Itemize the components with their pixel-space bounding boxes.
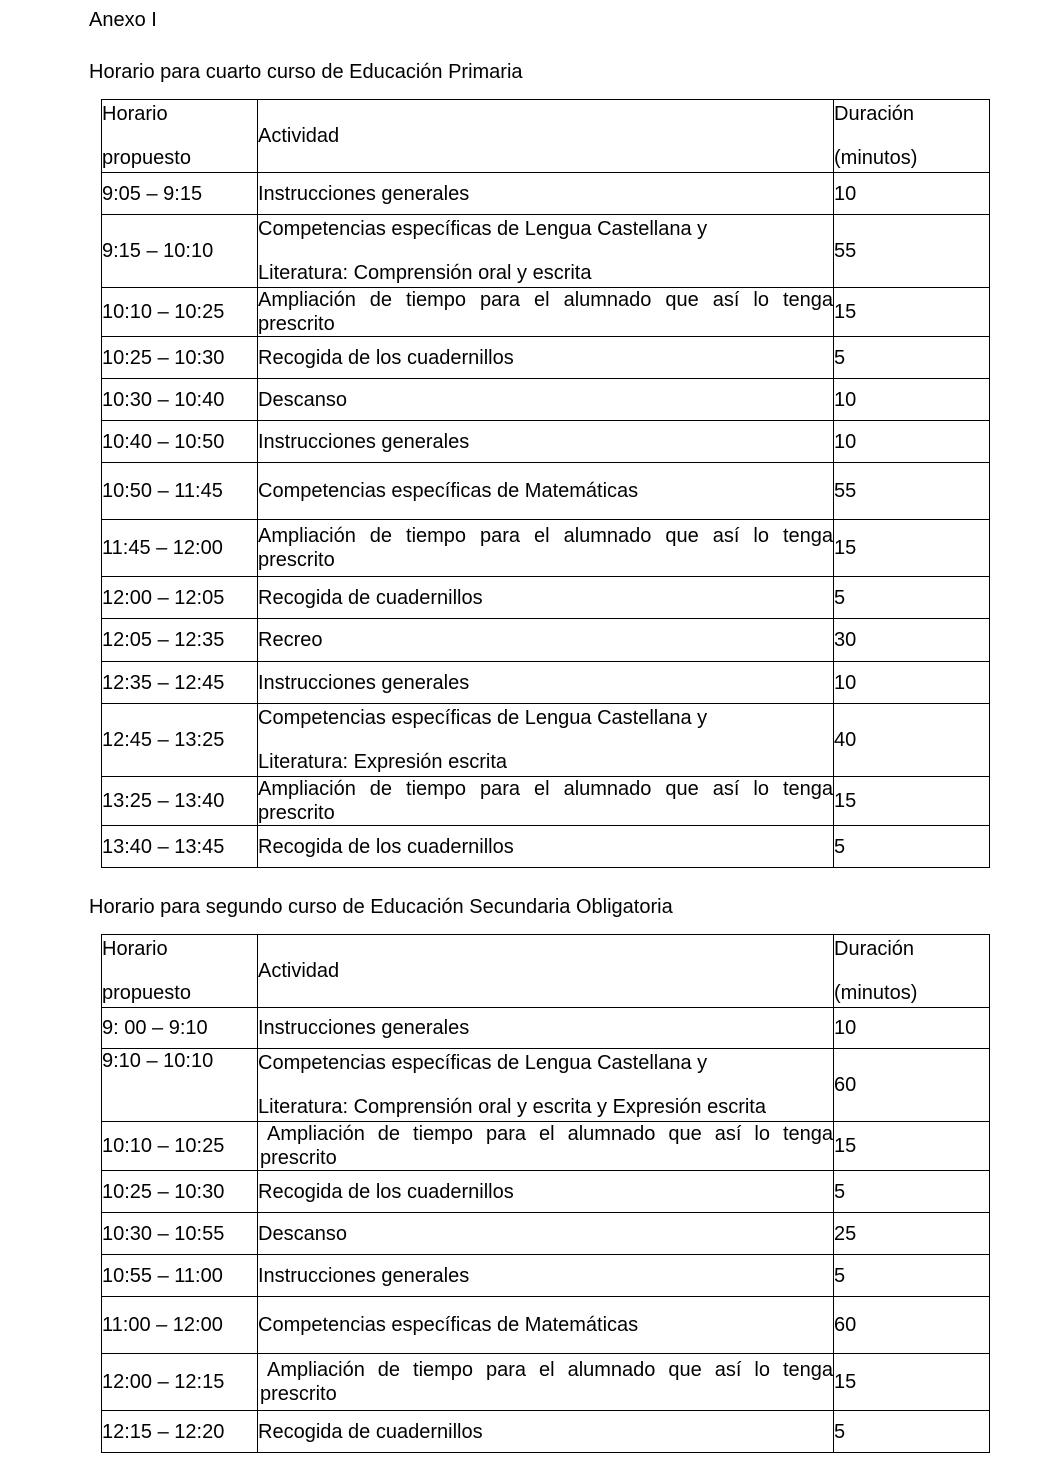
table-row (102, 1411, 990, 1453)
duration-cell: 10 (834, 662, 990, 704)
table-row (102, 520, 990, 577)
activity-cell: Ampliación de tiempo para el alumnado que así lo tenga prescrito (258, 289, 833, 335)
duration-cell: 25 (834, 1213, 990, 1255)
activity-line-1: Competencias específicas de Lengua Castellana y (258, 1052, 708, 1074)
duration-cell: 10 (834, 1008, 990, 1049)
activity-cell: Instrucciones generales (258, 662, 834, 704)
activity-cell: Instrucciones generales (258, 173, 834, 215)
header-activity-label: Actividad (258, 100, 834, 173)
activity-cell: Recogida de cuadernillos (258, 1411, 834, 1453)
activity-line-2: Literatura: Comprensión oral y escrita (258, 262, 592, 284)
header-time-cell (102, 100, 258, 173)
activity-cell: Ampliación de tiempo para el alumnado que así lo tenga prescrito (258, 520, 834, 577)
duration-cell: 40 (834, 704, 990, 777)
activity-cell: Ampliación de tiempo para el alumnado que así lo tenga prescrito (258, 778, 833, 824)
duration-cell: 5 (834, 337, 990, 379)
time-cell: 12:00 – 12:05 (102, 577, 258, 619)
header-time-label-1: Horario (102, 938, 168, 960)
activity-cell: Competencias específicas de Matemáticas (258, 463, 834, 520)
time-cell: 13:40 – 13:45 (102, 826, 258, 868)
time-cell: 10:55 – 11:00 (102, 1255, 258, 1297)
header-time-label-2: propuesto (102, 982, 191, 1004)
duration-cell: 55 (834, 215, 990, 288)
table-row (102, 1213, 990, 1255)
time-cell: 12:00 – 12:15 (102, 1354, 258, 1411)
header-time-cell (102, 935, 258, 1008)
duration-cell: 5 (834, 826, 990, 868)
activity-cell: Recreo (258, 619, 834, 662)
table-row (102, 1008, 990, 1049)
activity-line-1: Competencias específicas de Lengua Castellana y (258, 218, 708, 240)
table-row (102, 421, 990, 463)
time-cell: 9:10 – 10:10 (102, 1049, 258, 1122)
table-row (102, 826, 990, 868)
time-cell: 9:15 – 10:10 (102, 215, 258, 288)
time-cell: 10:50 – 11:45 (102, 463, 258, 520)
duration-cell: 15 (834, 288, 990, 337)
time-cell: 10:25 – 10:30 (102, 337, 258, 379)
time-cell: 11:00 – 12:00 (102, 1297, 258, 1354)
activity-cell (258, 215, 834, 288)
time-cell: 13:25 – 13:40 (102, 777, 258, 826)
table-row (102, 1354, 990, 1411)
header-duration-label-2: (minutos) (834, 982, 918, 1004)
duration-cell: 10 (834, 173, 990, 215)
table-title-primaria: Horario para cuarto curso de Educación Primaria (89, 61, 523, 83)
time-cell: 12:45 – 13:25 (102, 704, 258, 777)
time-cell: 11:45 – 12:00 (102, 520, 258, 577)
activity-cell: Instrucciones generales (258, 1255, 834, 1297)
activity-cell: Instrucciones generales (258, 421, 834, 463)
header-row (102, 100, 990, 173)
table-row (102, 337, 990, 379)
time-cell: 12:15 – 12:20 (102, 1411, 258, 1453)
activity-cell: Descanso (258, 1213, 834, 1255)
activity-cell: Recogida de cuadernillos (258, 577, 834, 619)
header-duration-label-2: (minutos) (834, 147, 918, 169)
activity-cell (258, 1049, 834, 1122)
duration-cell: 60 (834, 1049, 990, 1122)
activity-cell (258, 704, 834, 777)
activity-line-2: Literatura: Comprensión oral y escrita y Expresión escrita (258, 1096, 766, 1118)
header-time-label-1: Horario (102, 103, 168, 125)
duration-cell: 10 (834, 421, 990, 463)
header-row (102, 935, 990, 1008)
activity-cell: Recogida de los cuadernillos (258, 826, 834, 868)
schedule-table-secundaria (101, 934, 990, 1453)
table-title-secundaria: Horario para segundo curso de Educación Secundaria Obligatoria (89, 896, 673, 918)
activity-cell: Descanso (258, 379, 834, 421)
time-cell: 9:05 – 9:15 (102, 173, 258, 215)
duration-cell: 15 (834, 520, 990, 577)
table-row (102, 704, 990, 777)
table-row (102, 1171, 990, 1213)
duration-cell: 5 (834, 1255, 990, 1297)
table-row (102, 577, 990, 619)
duration-cell: 15 (834, 1354, 990, 1411)
header-time-label-2: propuesto (102, 147, 191, 169)
activity-cell: Ampliación de tiempo para el alumnado que así lo tenga prescrito (258, 1354, 834, 1411)
duration-cell: 5 (834, 577, 990, 619)
activity-line-2: Literatura: Expresión escrita (258, 751, 508, 773)
activity-line-1: Competencias específicas de Lengua Castellana y (258, 707, 708, 729)
table-row (102, 1122, 990, 1171)
time-cell: 9: 00 – 9:10 (102, 1008, 258, 1049)
activity-cell: Recogida de los cuadernillos (258, 337, 834, 379)
table-row (102, 1049, 990, 1122)
activity-cell: Ampliación de tiempo para el alumnado que así lo tenga prescrito (258, 1122, 834, 1171)
header-duration-label-1: Duración (834, 103, 915, 125)
activity-cell: Recogida de los cuadernillos (258, 1171, 834, 1213)
duration-cell: 15 (834, 777, 990, 826)
table-row (102, 379, 990, 421)
time-cell: 12:35 – 12:45 (102, 662, 258, 704)
duration-cell: 5 (834, 1411, 990, 1453)
table-row (102, 463, 990, 520)
table-row (102, 1255, 990, 1297)
header-duration-label-1: Duración (834, 938, 915, 960)
table-row (102, 215, 990, 288)
time-cell: 10:30 – 10:55 (102, 1213, 258, 1255)
table-row (102, 1297, 990, 1354)
activity-cell: Competencias específicas de Matemáticas (258, 1297, 834, 1354)
time-cell: 10:25 – 10:30 (102, 1171, 258, 1213)
duration-cell: 5 (834, 1171, 990, 1213)
header-activity-label: Actividad (258, 935, 834, 1008)
table-row (102, 662, 990, 704)
duration-cell: 10 (834, 379, 990, 421)
table-row (102, 777, 990, 826)
schedule-table-primaria (101, 99, 990, 868)
table-row (102, 288, 990, 337)
header-duration-cell (834, 100, 990, 173)
time-cell: 10:10 – 10:25 (102, 1122, 258, 1171)
duration-cell: 30 (834, 619, 990, 662)
time-cell: 12:05 – 12:35 (102, 619, 258, 662)
table-row (102, 173, 990, 215)
duration-cell: 60 (834, 1297, 990, 1354)
time-cell: 10:10 – 10:25 (102, 288, 258, 337)
header-duration-cell (834, 935, 990, 1008)
duration-cell: 55 (834, 463, 990, 520)
table-row (102, 619, 990, 662)
annex-label: Anexo I (89, 9, 157, 31)
time-cell: 10:30 – 10:40 (102, 379, 258, 421)
time-cell: 10:40 – 10:50 (102, 421, 258, 463)
activity-cell: Instrucciones generales (258, 1008, 834, 1049)
duration-cell: 15 (834, 1122, 990, 1171)
